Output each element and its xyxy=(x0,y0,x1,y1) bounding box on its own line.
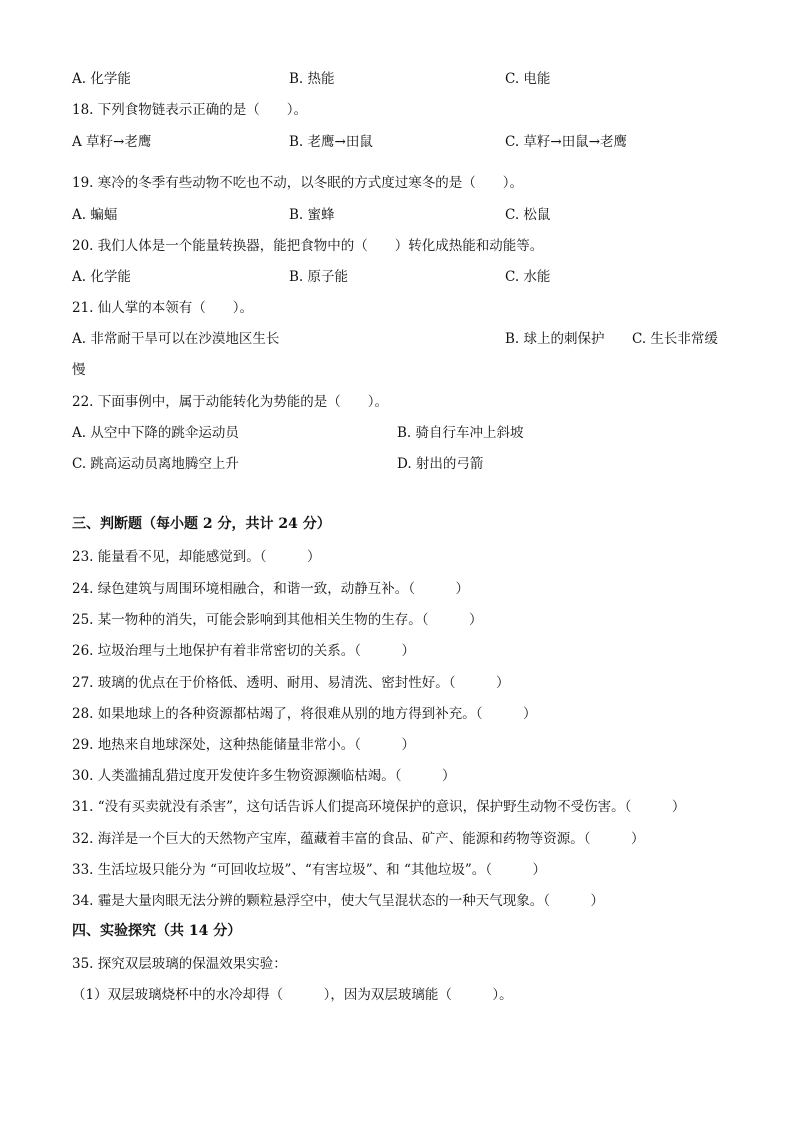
question-20: 20. 我们人体是一个能量转换器，能把食物中的（ ）转化成热能和动能等。 xyxy=(72,238,544,254)
judge-item-33: 33. 生活垃圾只能分为 “可回收垃圾”、“有害垃圾”、和 “其他垃圾”。（ ） xyxy=(72,862,547,878)
question-21: 21. 仙人掌的本领有（ ）。 xyxy=(72,300,254,316)
question-35-part-1: （1）双层玻璃烧杯中的水冷却得（ ），因为双层玻璃能（ ）。 xyxy=(72,987,513,1003)
question-19: 19. 寒冷的冬季有些动物不吃也不动，以冬眠的方式度过寒冬的是（ ）。 xyxy=(72,175,524,191)
q20-option-a: A. 化学能 xyxy=(72,269,131,285)
q17-option-c: C. 电能 xyxy=(505,71,551,87)
section-3-title: 三、判断题（每小题 2 分，共计 24 分） xyxy=(72,516,331,532)
judge-item-23: 23. 能量看不见，却能感觉到。（ ） xyxy=(72,549,321,565)
judge-item-27: 27. 玻璃的优点在于价格低、透明、耐用、易清洗、密封性好。（ ） xyxy=(72,675,510,691)
judge-item-32: 32. 海洋是一个巨大的天然物产宝库，蕴藏着丰富的食品、矿产、能源和药物等资源。（ ） xyxy=(72,831,645,847)
judge-item-24: 24. 绿色建筑与周围环境相融合，和谐一致，动静互补。（ ） xyxy=(72,581,470,597)
q20-option-c: C. 水能 xyxy=(505,269,551,285)
question-18: 18. 下列食物链表示正确的是（ ）。 xyxy=(72,102,308,118)
judge-item-30: 30. 人类滥捕乱猎过度开发使许多生物资源濒临枯竭。（ ） xyxy=(72,768,456,784)
judge-item-34: 34. 霾是大量肉眼无法分辨的颗粒悬浮空中，使大气呈混状态的一种天气现象。（ ） xyxy=(72,893,605,909)
q20-option-b: B. 原子能 xyxy=(289,269,349,285)
q21-option-c: C. 生长非常缓 xyxy=(632,331,718,347)
judge-item-29: 29. 地热来自地球深处，这种热能储量非常小。（ ） xyxy=(72,737,416,753)
q19-option-a: A. 蝙蝠 xyxy=(72,207,118,223)
q21-option-a: A. 非常耐干旱可以在沙漠地区生长 xyxy=(72,331,280,347)
q21-option-c-continued: 慢 xyxy=(72,362,86,378)
q18-option-a: A 草籽→老鹰 xyxy=(72,134,152,150)
q21-option-b: B. 球上的刺保护 xyxy=(505,331,605,347)
judge-item-31: 31. “没有买卖就没有杀害”，这句话告诉人们提高环境保护的意识，保护野生动物不受伤害。（ ） xyxy=(72,799,686,815)
q18-option-c: C. 草籽→田鼠→老鹰 xyxy=(505,134,628,150)
q19-option-b: B. 蜜蜂 xyxy=(289,207,335,223)
q19-option-c: C. 松鼠 xyxy=(505,207,551,223)
q17-option-a: A. 化学能 xyxy=(72,71,131,87)
judge-item-25: 25. 某一物种的消失，可能会影响到其他相关生物的生存。（ ） xyxy=(72,612,483,628)
q22-option-c: C. 跳高运动员离地腾空上升 xyxy=(72,456,239,472)
question-35: 35. 探究双层玻璃的保温效果实验： xyxy=(72,956,287,972)
q22-option-b: B. 骑自行车冲上斜坡 xyxy=(397,425,524,441)
q22-option-d: D. 射出的弓箭 xyxy=(397,456,484,472)
section-4-title: 四、实验探究（共 14 分） xyxy=(72,923,242,939)
judge-item-26: 26. 垃圾治理与土地保护有着非常密切的关系。（ ） xyxy=(72,643,416,659)
q22-option-a: A. 从空中下降的跳伞运动员 xyxy=(72,425,239,441)
q17-option-b: B. 热能 xyxy=(289,71,335,87)
judge-item-28: 28. 如果地球上的各种资源都枯竭了，将很难从别的地方得到补充。（ ） xyxy=(72,706,537,722)
q18-option-b: B. 老鹰→田鼠 xyxy=(289,134,373,150)
question-22: 22. 下面事例中，属于动能转化为势能的是（ ）。 xyxy=(72,394,389,410)
